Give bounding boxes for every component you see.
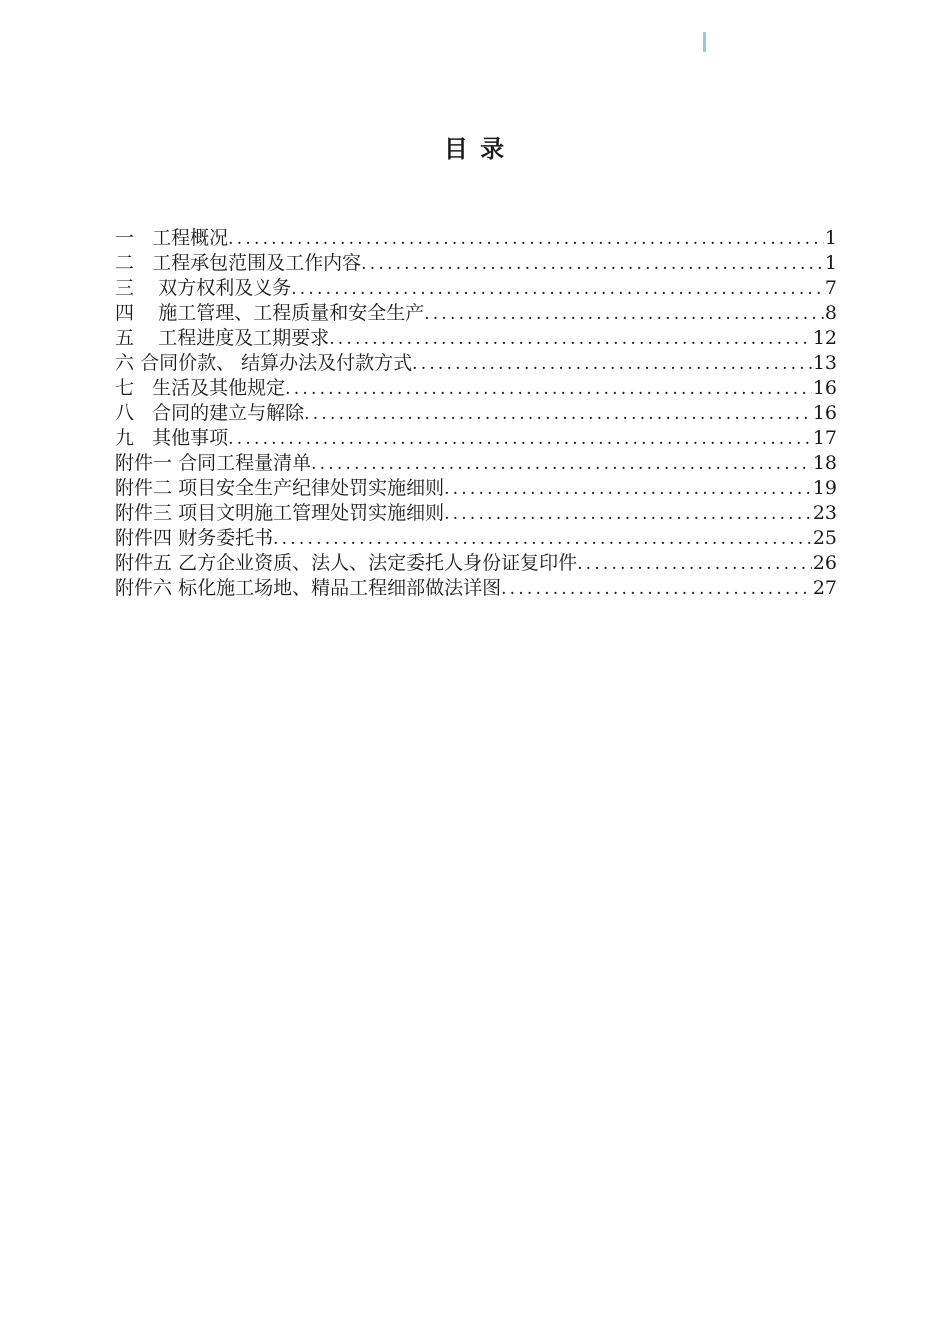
toc-entry-title: 施工管理、工程质量和安全生产: [158, 302, 425, 324]
toc-entry-gap: [134, 276, 158, 301]
toc-dot-leader: [304, 402, 812, 427]
toc-dot-leader: [291, 277, 824, 302]
toc-entry-gap: [134, 301, 158, 326]
toc-entry-title: 合同价款、 结算办法及付款方式: [140, 352, 413, 374]
toc-dot-leader: [273, 527, 812, 552]
toc-dot-leader: [311, 452, 812, 477]
page-title: 目 录: [443, 135, 507, 163]
toc-entry-number: 九: [115, 427, 135, 449]
toc-dot-leader: [412, 352, 812, 377]
toc-entry-number: 七: [115, 377, 135, 399]
toc-entry-number: 五: [115, 327, 135, 349]
toc-entry[interactable]: [115, 226, 837, 251]
toc-entry[interactable]: [115, 251, 837, 276]
toc-entry-number: 附件四: [115, 527, 173, 549]
toc-dot-leader: [501, 577, 812, 602]
toc-entry-title: 工程概况: [152, 227, 229, 249]
toc-dot-leader: [285, 377, 812, 402]
toc-entry[interactable]: [115, 426, 837, 451]
toc-entry-title: 标化施工场地、精品工程细部做法详图: [178, 577, 502, 599]
toc-entry-gap: [134, 326, 158, 351]
toc-entry[interactable]: [115, 376, 837, 401]
toc-entry-gap: [134, 376, 152, 401]
toc-entry[interactable]: [115, 451, 837, 476]
toc-entry-title: 财务委托书: [178, 527, 274, 549]
toc-entry-number: 附件六: [115, 577, 173, 599]
toc-entry-number: 二: [115, 252, 135, 274]
toc-entry-gap: [134, 426, 152, 451]
toc-dot-leader: [444, 477, 812, 502]
toc-entry-number: 附件二: [115, 477, 173, 499]
toc-entry-page: 16: [812, 377, 837, 399]
toc-entry-page: 1: [824, 227, 837, 249]
toc-dot-leader: [424, 302, 824, 327]
toc-entry-number: 三: [115, 277, 135, 299]
toc-entry-page: 12: [812, 327, 837, 349]
toc-dot-leader: [577, 552, 812, 577]
table-of-contents: [115, 226, 837, 601]
toc-entry[interactable]: [115, 326, 837, 351]
toc-entry-gap: [134, 401, 152, 426]
toc-entry-gap: [134, 226, 152, 251]
toc-entry[interactable]: [115, 576, 837, 601]
toc-dot-leader: [361, 252, 824, 277]
toc-entry-title: 工程进度及工期要求: [158, 327, 330, 349]
toc-entry-number: 八: [115, 402, 135, 424]
toc-entry[interactable]: [115, 526, 837, 551]
toc-entry-title: 生活及其他规定: [152, 377, 286, 399]
toc-entry[interactable]: [115, 551, 837, 576]
toc-entry-title: 项目文明施工管理处罚实施细则: [178, 502, 445, 524]
toc-entry-page: 27: [812, 577, 837, 599]
toc-entry-title: 其他事项: [152, 427, 229, 449]
toc-entry-page: 18: [812, 452, 837, 474]
toc-entry-number: 四: [115, 302, 135, 324]
toc-entry-page: 16: [812, 402, 837, 424]
toc-dot-leader: [444, 502, 812, 527]
toc-entry[interactable]: [115, 401, 837, 426]
toc-entry-page: 26: [812, 552, 837, 574]
toc-entry-page: 13: [812, 352, 837, 374]
toc-entry-number: 六: [115, 352, 135, 374]
toc-dot-leader: [329, 327, 812, 352]
toc-entry-gap: [134, 251, 152, 276]
toc-entry-page: 25: [812, 527, 837, 549]
text-cursor-mark: [703, 32, 706, 52]
toc-entry-title: 双方权利及义务: [158, 277, 292, 299]
toc-entry-number: 附件一: [115, 452, 173, 474]
toc-entry-page: 19: [812, 477, 837, 499]
toc-dot-leader: [228, 427, 812, 452]
toc-entry-page: 8: [824, 302, 837, 324]
toc-entry-number: 附件三: [115, 502, 173, 524]
toc-entry-number: 附件五: [115, 552, 173, 574]
toc-entry[interactable]: [115, 351, 837, 376]
toc-entry-title: 项目安全生产纪律处罚实施细则: [178, 477, 445, 499]
toc-entry-title: 工程承包范围及工作内容: [152, 252, 362, 274]
toc-entry-title: 乙方企业资质、法人、法定委托人身份证复印件: [178, 552, 578, 574]
toc-entry[interactable]: [115, 501, 837, 526]
toc-entry-page: 7: [824, 277, 837, 299]
toc-entry-title: 合同的建立与解除: [152, 402, 305, 424]
toc-entry[interactable]: [115, 301, 837, 326]
toc-entry[interactable]: [115, 276, 837, 301]
toc-entry-page: 23: [812, 502, 837, 524]
toc-entry-title: 合同工程量清单: [178, 452, 312, 474]
toc-entry[interactable]: [115, 476, 837, 501]
toc-entry-page: 1: [824, 252, 837, 274]
toc-dot-leader: [228, 227, 824, 252]
toc-entry-page: 17: [812, 427, 837, 449]
toc-entry-number: 一: [115, 227, 135, 249]
